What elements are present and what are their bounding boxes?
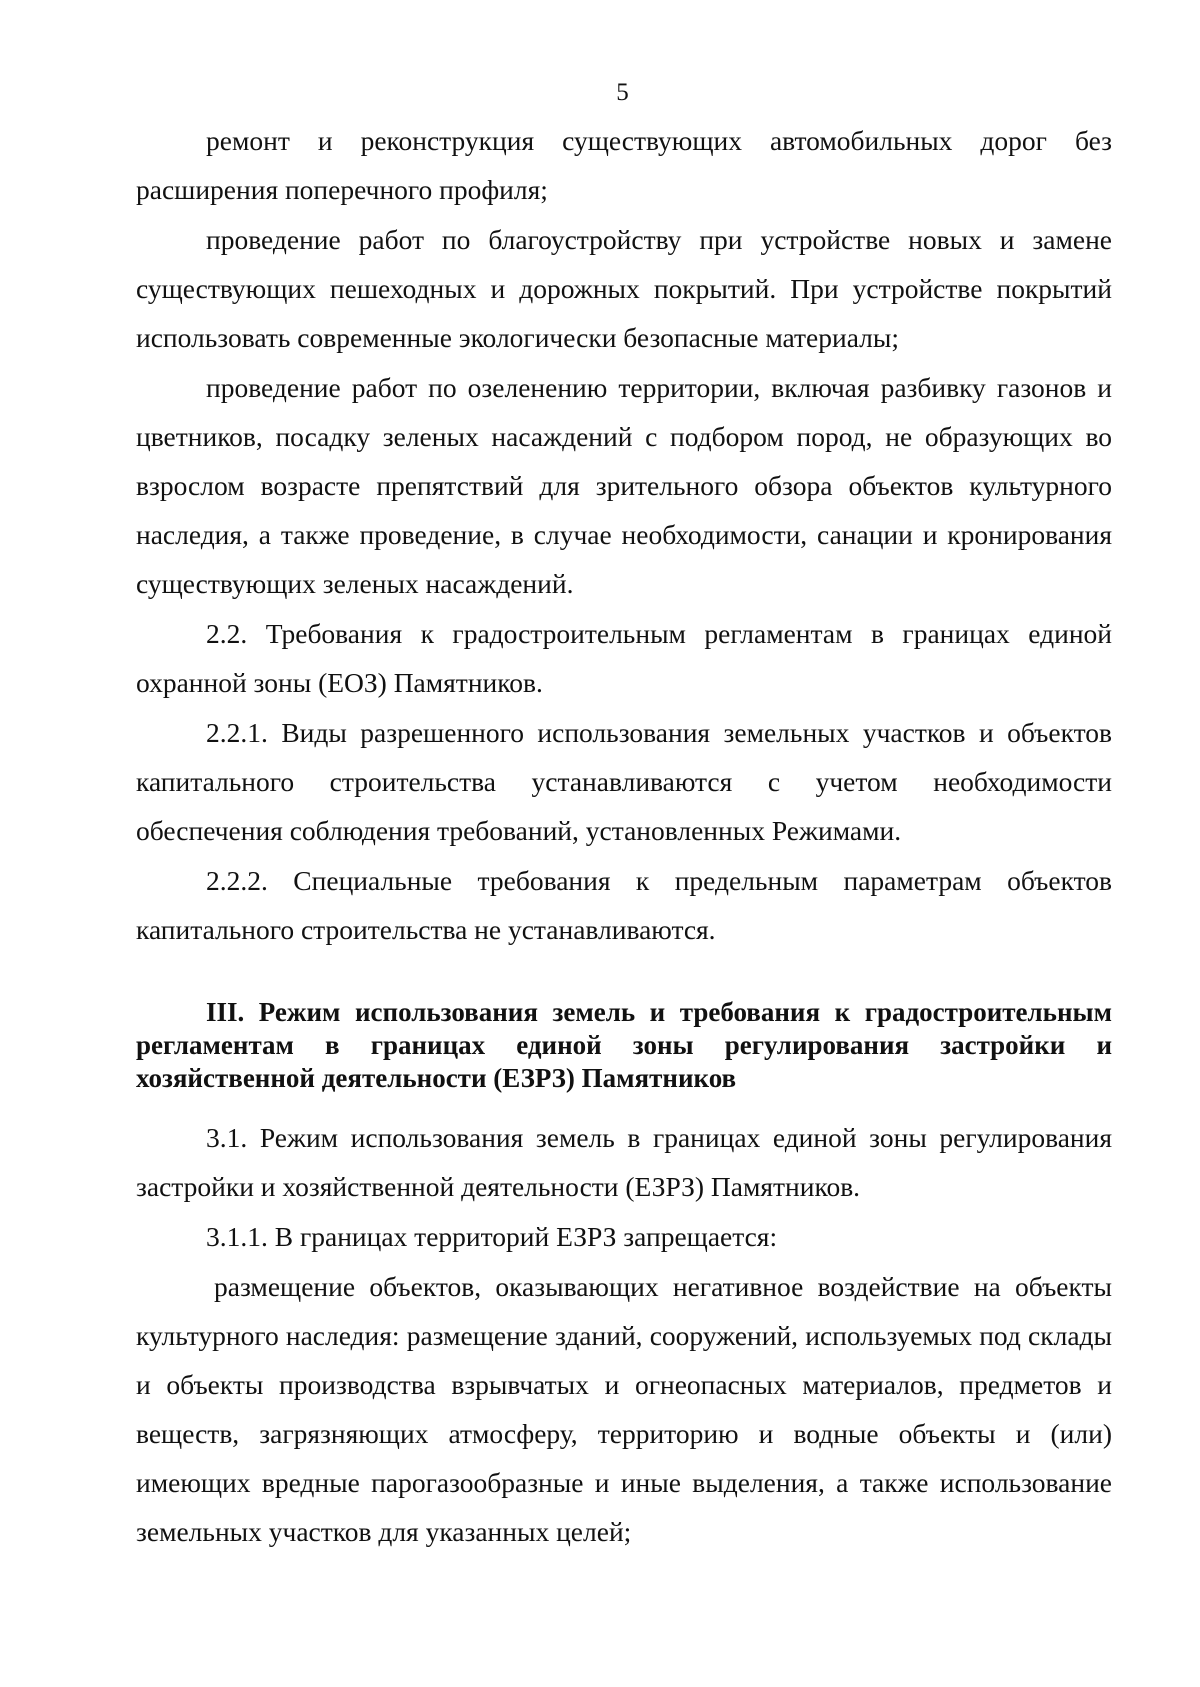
paragraph-greening-works: проведение работ по озеленению территории, включая разбивку газонов и цветников, посадку зеленых насаждений с подбором пород, не образующих во взрослом возрасте препятствий для зрительного обзора объектов культурного наследия, а также проведение, в случае необходимости, санации и кронирования существующих зеленых насаждений. (136, 372, 1112, 599)
paragraph-landscaping-works: проведение работ по благоустройству при устройстве новых и замене существующих пешеходных и дорожных покрытий. При устройстве покрытий использовать современные экологически безопасные материалы; (136, 224, 1112, 353)
paragraph-2-2-1: 2.2.1. Виды разрешенного использования земельных участков и объектов капитального строительства устанавливаются с учетом необходимости обеспечения соблюдения требований, установленных Режимами. (136, 717, 1112, 846)
paragraph-3-1-1: 3.1.1. В границах территорий ЕЗРЗ запрещается: (206, 1221, 778, 1252)
paragraph-road-repair: ремонт и реконструкция существующих автомобильных дорог без расширения поперечного профиля; (136, 125, 1112, 205)
document-body (136, 116, 1112, 1557)
paragraph-3-1: 3.1. Режим использования земель в границах единой зоны регулирования застройки и хозяйственной деятельности (ЕЗРЗ) Памятников. (136, 1122, 1112, 1202)
paragraph-2-2-2: 2.2.2. Специальные требования к предельным параметрам объектов капитального строительства не устанавливаются. (136, 865, 1112, 945)
paragraph-prohibited-objects: размещение объектов, оказывающих негативное воздействие на объекты культурного наследия: размещение зданий, сооружений, используемых под склады и объекты производства взрывчатых и огнеопасных материалов, предметов и веществ, загрязняющих атмосферу, территорию и водные объекты и (или) имеющих вредные парогазообразные и иные выделения, а также использование земельных участков для указанных целей; (136, 1271, 1112, 1547)
page-number: 5 (616, 79, 629, 106)
section-heading-iii: III. Режим использования земель и требования к градостроительным регламентам в границах единой зоны регулирования застройки и хозяйственной деятельности (ЕЗРЗ) Памятников (136, 997, 1112, 1093)
paragraph-2-2: 2.2. Требования к градостроительным регламентам в границах единой охранной зоны (ЕОЗ) Памятников. (136, 618, 1112, 698)
